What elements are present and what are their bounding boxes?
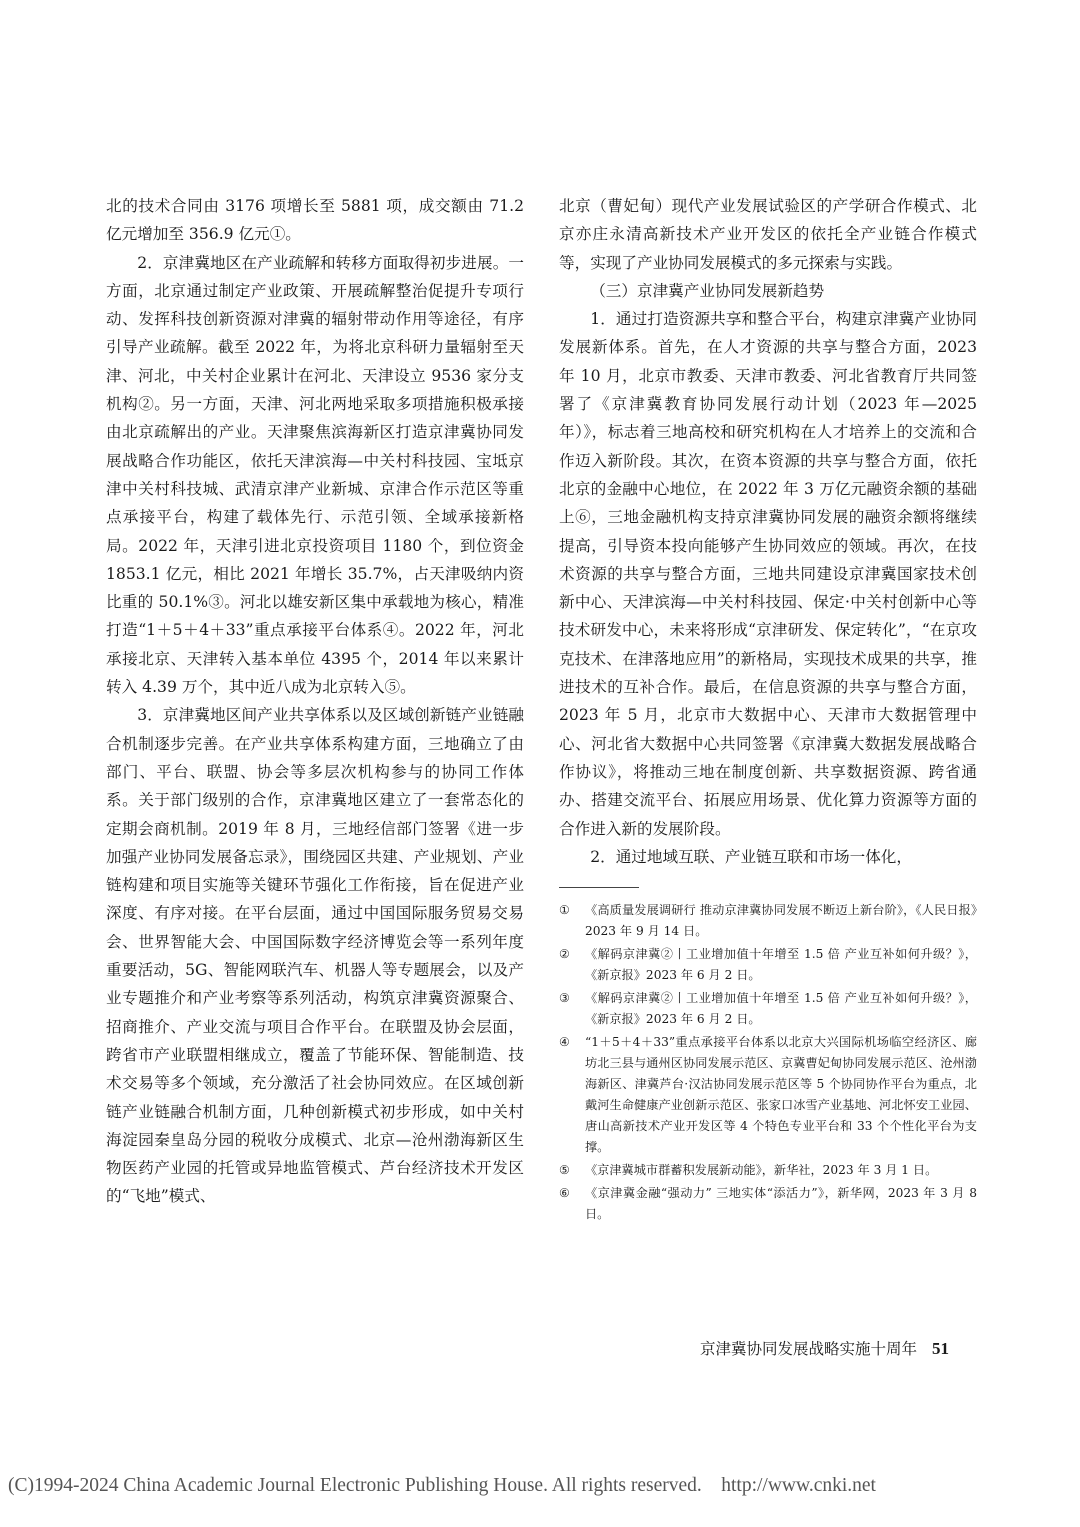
paragraph-4: 北京（曹妃甸）现代产业发展试验区的产学研合作模式、北京亦庄永清高新技术产业开发区的依托全产业链合作模式等，实现了产业协同发展模式的多元探索与实践。 (559, 197, 977, 272)
paragraph-2: 2．京津冀地区在产业疏解和转移方面取得初步进展。一方面，北京通过制定产业政策、开展疏解整治促提升专项行动、发挥科技创新资源对津冀的辐射带动作用等途径，有序引导产业疏解。截至 2022 年，为将北京科研力量辐射至天津、河北，中关村企业累计在河北、天津设立 9536 家分支机构②。另一方面，天津、河北两地采取多项措施积极承接由北京疏解出的产业。天津聚焦滨海新区打造京津冀协同发展战略合作功能区，依托天津滨海—中关村科技园、宝坻京津中关村科技城、武清京津产业新城、京津合作示范区等重点承接平台，构建了载体先行、示范引领、全域承接新格局。2022 年，天津引进北京投资项目 1180 个，到位资金 1853.1 亿元，相比 2021 年增长 35.7%，占天津吸纳内资比重的 50.1%③。河北以雄安新区集中承载地为核心，精准打造“1＋5＋4＋33”重点承接平台体系④。2022 年，河北承接北京、天津转入基本单位 4395 个，2014 年以来累计转入 4.39 万个，其中近八成为北京转入⑤。 (106, 253, 524, 697)
footnote-text: “1＋5＋4＋33”重点承接平台体系以北京大兴国际机场临空经济区、廊坊北三县与通州区协同发展示范区、京冀曹妃甸协同发展示范区、沧州渤海新区、津冀芦台·汉沽协同发展示范区等 5 个协同协作平台为重点，北戴河生命健康产业创新示范区、张家口冰雪产业基地、河北怀安工业园、唐山高新技术产业开发区等 4 个特色专业平台和 33 个个性化平台为支撑。 (585, 1035, 977, 1155)
paragraph-1: 北的技术合同由 3176 项增长至 5881 项，成交额由 71.2 亿元增加至 356.9 亿元①。 (106, 197, 524, 244)
footnote (559, 1160, 977, 1181)
footnote-mark: ① (559, 903, 570, 918)
footnote-text: 《高质量发展调研行 推动京津冀协同发展不断迈上新台阶》，《人民日报》2023 年 9 月 14 日。 (585, 903, 977, 939)
copyright-notice: (C)1994-2024 China Academic Journal Electronic Publishing House. All rights reserved. http://www.cnki.net (8, 1475, 876, 1496)
footnote (559, 944, 977, 986)
footnote (559, 1183, 977, 1225)
footnote-text: 《京津冀金融“强动力” 三地实体“添活力”》，新华网，2023 年 3 月 8 日。 (585, 1186, 977, 1222)
footnote-divider (559, 887, 639, 888)
left-column (106, 192, 524, 1211)
footnote-mark: ③ (559, 991, 570, 1006)
right-column (559, 192, 977, 1227)
journal-title: 京津冀协同发展战略实施十周年 (700, 1340, 918, 1358)
footnote (559, 1032, 977, 1158)
paragraph-5: 1．通过打造资源共享和整合平台，构建京津冀产业协同发展新体系。首先，在人才资源的共享与整合方面，2023 年 10 月，北京市教委、天津市教委、河北省教育厅共同签署了《京津冀教育协同发展行动计划（2023 年—2025 年）》，标志着三地高校和研究机构在人才培养上的交流和合作迈入新阶段。其次，在资本资源的共享与整合方面，依托北京的金融中心地位，在 2022 年 3 万亿元融资余额的基础上⑥，三地金融机构支持京津冀协同发展的融资余额将继续提高，引导资本投向能够产生协同效应的领域。再次，在技术资源的共享与整合方面，三地共同建设京津冀国家技术创新中心、天津滨海—中关村科技园、保定·中关村创新中心等技术研发中心，未来将形成“京津研发、保定转化”，“在京攻克技术、在津落地应用”的新格局，实现技术成果的共享，推进技术的互补合作。最后，在信息资源的共享与整合方面，2023 年 5 月，北京市大数据中心、天津市大数据管理中心、河北省大数据中心共同签署《京津冀大数据发展战略合作协议》，将推动三地在制度创新、共享数据资源、跨省通办、搭建交流平台、拓展应用场景、优化算力资源等方面的合作进入新的发展阶段。 (559, 310, 977, 838)
section-heading: （三）京津冀产业协同发展新趋势 (590, 281, 825, 300)
footnote-mark: ⑥ (559, 1186, 570, 1201)
footnote (559, 900, 977, 942)
footnotes (559, 900, 977, 1225)
paragraph-3: 3．京津冀地区间产业共享体系以及区域创新链产业链融合机制逐步完善。在产业共享体系构建方面，三地确立了由部门、平台、联盟、协会等多层次机构参与的协同工作体系。关于部门级别的合作，京津冀地区建立了一套常态化的定期会商机制。2019 年 8 月，三地经信部门签署《进一步加强产业协同发展备忘录》，围绕园区共建、产业规划、产业链构建和项目实施等关键环节强化工作衔接，旨在促进产业深度、有序对接。在平台层面，通过中国国际服务贸易交易会、世界智能大会、中国国际数字经济博览会等一系列年度重要活动，5G、智能网联汽车、机器人等专题展会，以及产业专题推介和产业考察等系列活动，构筑京津冀资源聚合、招商推介、产业交流与项目合作平台。在联盟及协会层面，跨省市产业联盟相继成立，覆盖了节能环保、智能制造、技术交易等多个领域，充分激活了社会协同效应。在区域创新链产业链融合机制方面，几种创新模式初步形成，如中关村海淀园秦皇岛分园的税收分成模式、北京—沧州渤海新区生物医药产业园的托管或异地监管模式、芦台经济技术开发区的“飞地”模式、 (106, 706, 524, 1206)
footnote-mark: ⑤ (559, 1163, 570, 1178)
footnote-mark: ④ (559, 1035, 570, 1050)
footnote-text: 《解码京津冀②丨工业增加值十年增至 1.5 倍 产业互补如何升级？》，《新京报》2023 年 6 月 2 日。 (585, 991, 977, 1027)
footnote-text: 《解码京津冀②丨工业增加值十年增至 1.5 倍 产业互补如何升级？》，《新京报》2023 年 6 月 2 日。 (585, 947, 977, 983)
running-footer (700, 1337, 949, 1359)
footnote-text: 《京津冀城市群蓄积发展新动能》，新华社，2023 年 3 月 1 日。 (585, 1163, 938, 1178)
footnote-mark: ② (559, 947, 570, 962)
paragraph-6: 2．通过地域互联、产业链互联和市场一体化， (590, 847, 912, 866)
page-number: 51 (931, 1339, 949, 1358)
footnote (559, 988, 977, 1030)
